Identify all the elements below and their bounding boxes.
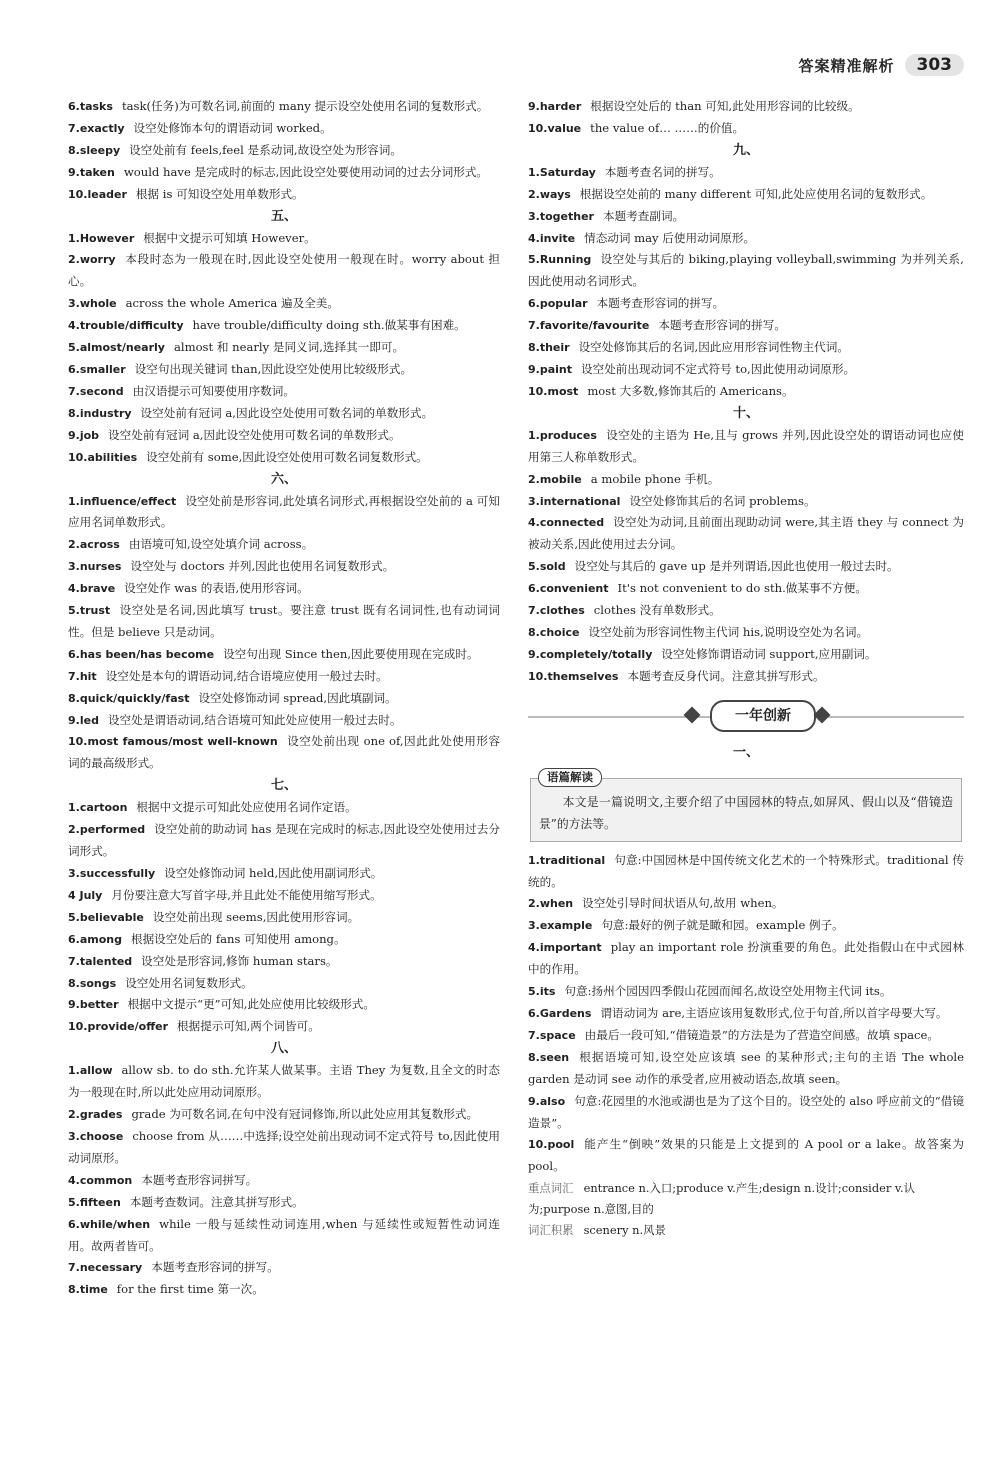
answer-explanation: 根据语境可知,设空处应该填 see 的某种形式;主句的主语 The whole garden 是动词 see 动作的承受者,应用被动语态,故填 seen。 (528, 1049, 964, 1086)
answer-key: 4.important (528, 941, 602, 955)
answer-entry (528, 381, 964, 403)
vocab-text: entrance n.入口;produce v.产生;design n.设计;consider v.认为;purpose n.意图,目的 (528, 1181, 916, 1217)
answer-explanation: grade 为可数名词,在句中没有冠词修饰,所以此处应用其复数形式。 (131, 1107, 479, 1122)
answer-explanation: allow sb. to do sth.允许某人做某事。主语 They 为复数,且全文的时态为一般现在时,所以此处应用动词原形。 (68, 1063, 500, 1100)
answer-key: 9.completely/totally (528, 647, 653, 661)
answer-explanation: 设空处与其后的 biking,playing volleyball,swimming 为并列关系,因此使用动名词形式。 (528, 252, 964, 289)
answer-entry (528, 512, 964, 556)
answer-explanation: 本题考查形容词的拼写。 (596, 296, 725, 311)
answer-explanation: most 大多数,修饰其后的 Americans。 (587, 383, 794, 398)
answer-explanation: play an important role 扮演重要的角色。此处指假山在中式园林中的作用。 (528, 940, 964, 977)
answer-entry (68, 1192, 500, 1214)
answer-key: 3.together (528, 209, 594, 223)
answer-entry (528, 600, 964, 622)
answer-entry (68, 534, 500, 556)
answer-entry (68, 907, 500, 929)
answer-key: 5.trust (68, 604, 111, 618)
answer-key: 8.choice (528, 625, 580, 639)
answer-explanation: 本题考查数词。注意其拼写形式。 (129, 1194, 304, 1209)
answer-entry (528, 293, 964, 315)
answer-entry (528, 337, 964, 359)
answer-key: 1.influence/effect (68, 494, 177, 508)
answer-explanation: 设空处前出现 seems,因此使用形容词。 (152, 909, 360, 924)
answer-explanation: 句意:中国园林是中国传统文化艺术的一个特殊形式。traditional 传统的。 (528, 852, 964, 889)
answer-explanation: clothes 没有单数形式。 (593, 603, 721, 618)
answer-explanation: 本题考查名词的拼写。 (604, 164, 721, 179)
answer-key: 2.across (68, 538, 120, 552)
answer-explanation: 本题考查反身代词。注意其拼写形式。 (627, 668, 825, 683)
answer-key: 3.successfully (68, 867, 156, 880)
answer-key: 8.sleepy (68, 143, 121, 157)
answer-key: 7.favorite/favourite (528, 319, 650, 333)
answer-explanation: 本题考查副词。 (602, 208, 685, 223)
answer-key: 1.However (68, 231, 135, 245)
answer-key: 2.mobile (528, 472, 582, 486)
answer-key: 7.clothes (528, 604, 585, 618)
vocab-line (528, 1178, 964, 1220)
answer-explanation: 设空处用名词复数形式。 (125, 975, 253, 990)
answer-entry (528, 425, 964, 469)
answer-key: 7.necessary (68, 1261, 143, 1275)
answer-entry (528, 96, 964, 118)
answer-explanation: 句意:花园里的水池或湖也是为了这个目的。设空处的 also 呼应前文的“借镜造景”。 (528, 1093, 964, 1130)
answer-entry (68, 1279, 500, 1301)
answer-explanation: 设空处前是形容词,此处填名词形式,再根据设空处前的 a 可知应用名词单数形式。 (68, 493, 500, 530)
answer-key: 5.Running (528, 253, 592, 267)
answer-key: 3.nurses (68, 560, 122, 574)
answer-key: 1.traditional (528, 853, 606, 867)
answer-entry (528, 1047, 964, 1091)
answer-explanation: 本题考查形容词的拼写。 (151, 1260, 279, 1275)
answer-explanation: 能产生“倒映”效果的只能是上文提到的 A pool or a lake。故答案为 pool。 (528, 1137, 964, 1174)
answer-group (68, 1060, 500, 1301)
answer-key: 9.job (68, 428, 100, 442)
answer-entry (528, 915, 964, 937)
answer-entry (68, 1016, 500, 1038)
answer-explanation: 设空处前有冠词 a,因此设空处使用可数名词的单数形式。 (108, 427, 401, 442)
answer-entry (68, 337, 500, 359)
answer-entry (68, 556, 500, 578)
answer-entry (528, 578, 964, 600)
answer-explanation: 由语境可知,设空处填介词 across。 (128, 537, 314, 552)
answer-explanation: 设空处修饰动词 held,因此使用副词形式。 (164, 866, 383, 880)
answer-explanation: would have 是完成时的标志,因此设空处要使用动词的过去分词形式。 (123, 164, 489, 179)
answer-entry (528, 491, 964, 513)
answer-explanation: 谓语动词为 are,主语应该用复数形式,位于句首,所以首字母要大写。 (600, 1006, 948, 1020)
answer-entry (528, 644, 964, 666)
answer-entry (68, 666, 500, 688)
left-column (68, 96, 500, 1301)
answer-entry (68, 140, 500, 162)
answer-key: 9.harder (528, 100, 582, 113)
answer-key: 8.quick/quickly/fast (68, 691, 190, 705)
section-heading: 十、 (732, 405, 759, 421)
answer-entry (68, 1060, 500, 1104)
section-heading: 五、 (270, 208, 297, 224)
answer-entry (68, 929, 500, 951)
answer-key: 8.their (528, 341, 570, 355)
answer-key: 2.ways (528, 187, 571, 201)
answer-key: 10.leader (68, 187, 127, 201)
answer-explanation: 设空处修饰动词 spread,因此填副词。 (198, 690, 397, 705)
section-heading: 一、 (732, 744, 759, 760)
answer-explanation: 根据中文提示可知填 However。 (143, 230, 316, 245)
answer-key: 1.produces (528, 428, 597, 442)
answer-explanation: 设空处为动词,且前面出现助动词 were,其主语 they 与 connect 为被动关系,因此使用过去分词。 (528, 515, 964, 552)
answer-explanation: 本题考查形容词拼写。 (141, 1172, 258, 1187)
answer-entry (68, 994, 500, 1016)
answer-explanation: 设空处与其后的 gave up 是并列谓语,因此也使用一般过去时。 (574, 559, 899, 574)
right-column (528, 96, 964, 1241)
answer-key: 9.paint (528, 362, 572, 376)
answer-key: 8.songs (68, 976, 117, 990)
answer-explanation: 设空处的主语为 He,且与 grows 并列,因此设空处的谓语动词也应使用第三人称单数形式。 (528, 427, 964, 464)
answer-key: 7.space (528, 1028, 576, 1042)
answer-key: 7.talented (68, 954, 133, 968)
answer-key: 1.allow (68, 1064, 113, 1078)
answer-key: 6.among (68, 932, 122, 946)
answer-key: 10.themselves (528, 669, 619, 683)
answer-explanation: 根据设空处后的 fans 可知使用 among。 (130, 931, 346, 946)
answer-entry (528, 937, 964, 981)
answer-group (528, 162, 964, 403)
answer-explanation: 设空处前有冠词 a,因此设空处使用可数名词的单数形式。 (140, 405, 434, 420)
answer-explanation: 情态动词 may 后使用动词原形。 (584, 230, 756, 245)
answer-explanation: 由汉语提示可知要使用序数词。 (132, 383, 295, 398)
answer-key: 6.has been/has become (68, 647, 215, 661)
vocab-line (528, 1220, 964, 1241)
answer-key: 1.Saturday (528, 165, 596, 179)
answer-key: 3.international (528, 494, 621, 508)
answer-group (528, 96, 964, 140)
answer-explanation: 根据 is 可知设空处用单数形式。 (135, 186, 304, 201)
answer-explanation: 句意:扬州个园因四季假山花园而闻名,故设空处用物主代词 its。 (564, 984, 892, 999)
answer-explanation: 设空处修饰其后的名词 problems。 (629, 493, 816, 508)
answer-entry (528, 666, 964, 688)
answer-key: 4.common (68, 1173, 133, 1187)
answer-entry (528, 1025, 964, 1047)
answer-key: 6.Gardens (528, 1007, 592, 1020)
answer-key: 9.led (68, 713, 99, 727)
answer-entry (528, 622, 964, 644)
answer-group (68, 96, 500, 206)
answer-key: 6.convenient (528, 582, 609, 596)
answer-entry (68, 885, 500, 907)
section-heading: 八、 (270, 1041, 297, 1057)
answer-explanation: 本段时态为一般现在时,因此设空处使用一般现在时。worry about 担心。 (68, 252, 500, 289)
answer-group (528, 425, 964, 688)
answer-key: 2.worry (68, 253, 116, 267)
answer-entry (68, 710, 500, 732)
answer-entry (68, 644, 500, 666)
answer-explanation: have trouble/difficulty doing sth.做某事有困难。 (192, 318, 466, 333)
answer-key: 1.cartoon (68, 801, 128, 815)
answer-entry (68, 819, 500, 863)
answer-explanation: 设空处前出现动词不定式符号 to,因此使用动词原形。 (581, 361, 856, 376)
answer-key: 2.when (528, 897, 574, 911)
answer-key: 7.second (68, 384, 124, 398)
answer-explanation: 设空处作 was 的表语,使用形容词。 (124, 581, 309, 596)
answer-entry (68, 1104, 500, 1126)
answer-entry (68, 315, 500, 337)
answer-entry (68, 184, 500, 206)
answer-explanation: task(任务)为可数名词,前面的 many 提示设空处使用名词的复数形式。 (121, 99, 489, 113)
answer-key: 10.most famous/most well-known (68, 735, 278, 749)
answer-entry (528, 249, 964, 293)
answer-explanation: 句意:最好的例子就是瞰和园。example 例子。 (601, 918, 844, 933)
answer-explanation: for the first time 第一次。 (116, 1282, 264, 1297)
answer-entry (68, 600, 500, 644)
answer-entry (68, 359, 500, 381)
answer-key: 9.better (68, 998, 119, 1012)
header-title: 答案精准解析 (798, 56, 895, 75)
answer-explanation: It's not convenient to do sth.做某事不方便。 (617, 581, 867, 596)
answer-key: 8.seen (528, 1050, 570, 1064)
answer-explanation: 由最后一段可知,“借镜造景”的方法是为了营造空间感。故填 space。 (584, 1027, 939, 1042)
answer-entry (68, 688, 500, 710)
answer-explanation: 本题考查形容词的拼写。 (658, 318, 786, 333)
answer-key: 4.connected (528, 516, 605, 530)
answer-key: 5.almost/nearly (68, 341, 165, 355)
answer-entry (68, 118, 500, 140)
answer-entry (528, 893, 964, 915)
answer-entry (68, 491, 500, 535)
page-header (798, 54, 964, 76)
section-heading: 六、 (270, 471, 297, 487)
answer-key: 5.its (528, 985, 556, 999)
answer-entry (68, 1214, 500, 1258)
answer-explanation: 设空处前出现 one of,因此此处使用形容词的最高级形式。 (68, 734, 500, 771)
answer-entry (68, 1126, 500, 1170)
answer-key: 10.pool (528, 1138, 575, 1152)
answer-group (68, 491, 500, 776)
answer-explanation: 月份要注意大写首字母,并且此处不能使用缩写形式。 (111, 887, 382, 902)
answer-key: 2.grades (68, 1108, 123, 1122)
answer-entry (528, 1003, 964, 1025)
answer-entry (68, 578, 500, 600)
answer-entry (528, 1134, 964, 1178)
answer-entry (528, 184, 964, 206)
answer-explanation: 设空处与 doctors 并列,因此也使用名词复数形式。 (130, 559, 395, 574)
answer-entry (68, 1257, 500, 1279)
answer-key: 4.brave (68, 582, 116, 596)
answer-explanation: while 一般与延续性动词连用,when 与延续性或短暂性动词连用。故两者皆可。 (68, 1216, 500, 1253)
answer-entry (528, 556, 964, 578)
answer-explanation: 根据提示可知,两个词皆可。 (177, 1019, 320, 1034)
answer-key: 10.abilities (68, 450, 138, 464)
answer-key: 8.industry (68, 406, 132, 420)
answer-entry (528, 850, 964, 894)
answer-entry (68, 973, 500, 995)
diamond-icon (814, 706, 831, 723)
answer-key: 5.sold (528, 560, 566, 574)
answer-key: 3.whole (68, 297, 117, 311)
reading-text: 本文是一篇说明文,主要介绍了中国园林的特点,如屏风、假山以及“借镜造景”的方法等。 (530, 778, 962, 842)
answer-entry (528, 118, 964, 140)
answer-explanation: 设空处修饰谓语动词 support,应用副词。 (661, 646, 877, 661)
answer-key: 5.fifteen (68, 1195, 121, 1209)
answer-entry (68, 731, 500, 775)
answer-entry (68, 293, 500, 315)
answer-explanation: 设空处前有 some,因此设空处使用可数名词复数形式。 (146, 449, 428, 464)
answer-explanation: 根据设空处前的 many different 可知,此处应使用名词的复数形式。 (579, 186, 933, 201)
answer-key: 10.provide/offer (68, 1020, 168, 1034)
answer-entry (68, 447, 500, 469)
vocab-text: scenery n.风景 (583, 1223, 666, 1238)
answer-entry (68, 1170, 500, 1192)
answer-explanation: the value of… ……的价值。 (590, 120, 745, 135)
reading-tag: 语篇解读 (538, 768, 602, 787)
answer-explanation: 设空处是谓语动词,结合语境可知此处应使用一般过去时。 (107, 712, 402, 727)
answer-entry (68, 951, 500, 973)
answer-explanation: 设空处前有 feels,feel 是系动词,故设空处为形容词。 (129, 142, 402, 157)
reading-box (530, 769, 962, 842)
answer-explanation: across the whole America 遍及全美。 (125, 296, 339, 311)
answer-explanation: a mobile phone 手机。 (590, 471, 720, 486)
vocab-label: 词汇积累 (528, 1223, 574, 1238)
answer-key: 10.most (528, 384, 579, 398)
section-heading: 九、 (732, 142, 759, 158)
answer-entry (68, 797, 500, 819)
answer-explanation: 根据中文提示可知此处应使用名词作定语。 (136, 800, 357, 815)
vocab-label: 重点词汇 (528, 1181, 574, 1196)
answer-entry (68, 403, 500, 425)
diamond-icon (684, 706, 701, 723)
answer-explanation: 设空处是形容词,修饰 human stars。 (141, 953, 338, 968)
answer-key: 8.time (68, 1283, 108, 1297)
answer-key: 6.while/when (68, 1217, 151, 1231)
answer-explanation: 设空处前的助动词 has 是现在完成时的标志,因此设空处使用过去分词形式。 (68, 822, 500, 859)
answer-explanation: 设空处修饰本句的谓语动词 worked。 (133, 120, 332, 135)
answer-explanation: 设空句出现关键词 than,因此设空处使用比较级形式。 (134, 361, 413, 376)
answer-explanation: choose from 从……中选择;设空处前出现动词不定式符号 to,因此使用动词原形。 (68, 1128, 500, 1165)
answer-group (528, 850, 964, 1179)
answer-key: 3.choose (68, 1129, 124, 1143)
answer-entry (528, 981, 964, 1003)
answer-explanation: 设空处前为形容词性物主代词 his,说明设空处为名词。 (588, 624, 869, 639)
answer-entry (528, 206, 964, 228)
answer-entry (528, 1091, 964, 1135)
answer-key: 2.performed (68, 823, 146, 837)
answer-entry (528, 228, 964, 250)
answer-explanation: 设空处是本句的谓语动词,结合语境应使用一般过去时。 (105, 668, 388, 683)
answer-entry (68, 863, 500, 885)
answer-entry (68, 381, 500, 403)
answer-group (68, 228, 500, 469)
banner-label: 一年创新 (710, 700, 816, 732)
answer-key: 3.example (528, 919, 593, 933)
answer-entry (68, 228, 500, 250)
answer-key: 4.trouble/difficulty (68, 319, 184, 333)
answer-key: 9.also (528, 1094, 566, 1108)
answer-explanation: 根据设空处后的 than 可知,此处用形容词的比较级。 (590, 99, 860, 113)
answer-entry (68, 425, 500, 447)
answer-entry (528, 162, 964, 184)
answer-entry (528, 359, 964, 381)
answer-entry (528, 469, 964, 491)
answer-key: 6.tasks (68, 100, 113, 113)
answer-key: 5.believable (68, 910, 144, 924)
answer-entry (68, 249, 500, 293)
answer-key: 7.exactly (68, 121, 125, 135)
answer-explanation: 设空处修饰其后的名词,因此应用形容词性物主代词。 (578, 340, 849, 355)
answer-key: 10.value (528, 121, 582, 135)
answer-entry (68, 96, 500, 118)
answer-key: 4 July (68, 888, 103, 902)
answer-explanation: 设空句出现 Since then,因此要使用现在完成时。 (223, 646, 479, 661)
answer-explanation: 根据中文提示“更”可知,此处应使用比较级形式。 (127, 997, 375, 1012)
answer-entry (528, 315, 964, 337)
answer-key: 6.smaller (68, 362, 126, 376)
answer-key: 9.taken (68, 165, 115, 179)
page-number: 303 (905, 54, 965, 76)
answer-key: 6.popular (528, 297, 588, 311)
section-heading: 七、 (270, 778, 297, 794)
answer-explanation: 设空处引导时间状语从句,故用 when。 (582, 896, 784, 911)
answer-group (68, 797, 500, 1038)
answer-explanation: 设空处是名词,因此填写 trust。要注意 trust 既有名词词性,也有动词词性。但是 believe 只是动词。 (68, 603, 500, 639)
answer-entry (68, 162, 500, 184)
answer-explanation: almost 和 nearly 是同义词,选择其一即可。 (173, 340, 405, 355)
answer-key: 4.invite (528, 231, 576, 245)
answer-key: 7.hit (68, 669, 97, 683)
section-banner (528, 694, 964, 738)
